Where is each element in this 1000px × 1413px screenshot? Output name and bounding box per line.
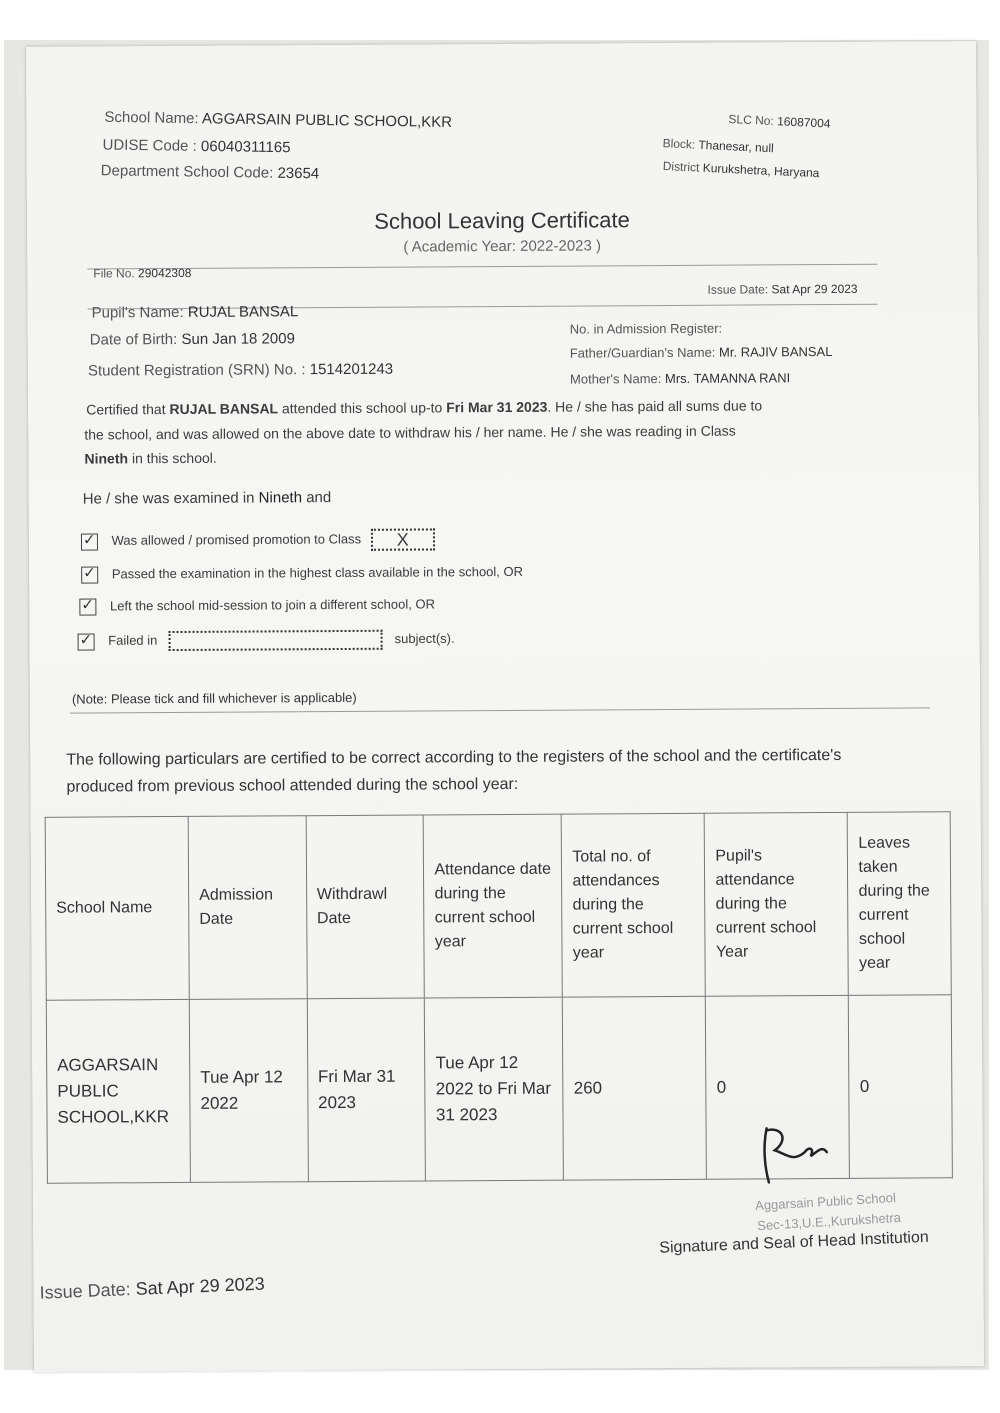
- father-line: [570, 344, 833, 361]
- head-signature: [749, 1122, 839, 1193]
- school-name-value: AGGARSAIN PUBLIC SCHOOL,KKR: [201, 110, 453, 131]
- slc-line: [728, 112, 831, 131]
- table-cell: Tue Apr 12 2022 to Fri Mar 31 2023: [425, 997, 564, 1181]
- table-header-row: [45, 812, 951, 1001]
- certify-name: RUJAL BANSAL: [169, 400, 279, 418]
- udise-label: UDISE Code :: [102, 136, 197, 155]
- table-cell: 0: [849, 995, 953, 1179]
- note-text: (Note: Please tick and fill whichever is applicable): [71, 689, 357, 707]
- table-header: Total no. of attendances during the current school year: [562, 813, 706, 997]
- option-promoted: [81, 528, 435, 552]
- udise-value: 06040311165: [200, 137, 291, 157]
- option-failed: [78, 629, 455, 651]
- table-cell: AGGARSAIN PUBLIC SCHOOL,KKR: [46, 999, 190, 1183]
- file-no-line: [93, 266, 191, 281]
- certify-text-3: . He / she has paid all sums due to: [547, 397, 763, 415]
- pupil-name-label: Pupil's Name:: [91, 303, 184, 322]
- issue-date-label: Issue Date:: [707, 282, 769, 297]
- dob-line: [90, 330, 295, 348]
- mother-line: [570, 370, 790, 386]
- passed-checkbox[interactable]: [81, 567, 98, 584]
- school-name-label: School Name:: [104, 108, 199, 128]
- promoted-checkbox[interactable]: [81, 533, 98, 550]
- table-header: Pupil's attendance during the current school Year: [705, 812, 849, 996]
- file-no-value: 29042308: [137, 265, 192, 281]
- footer-issue-value: Sat Apr 29 2023: [135, 1273, 266, 1299]
- father-label: Father/Guardian's Name:: [569, 344, 716, 361]
- passed-label: Passed the examination in the highest class available in the school, OR: [111, 563, 524, 582]
- table-header: Withdrawl Date: [306, 815, 425, 999]
- certificate-sheet: [26, 41, 984, 1372]
- district-line: [662, 159, 819, 180]
- option-left: [79, 596, 435, 615]
- dob-label: Date of Birth:: [89, 330, 178, 349]
- issue-date-value: Sat Apr 29 2023: [771, 281, 858, 297]
- block-line: [662, 136, 774, 155]
- footer-issue-label: Issue Date:: [39, 1279, 132, 1303]
- block-label: Block:: [662, 136, 696, 152]
- table-cell: 0: [706, 995, 850, 1179]
- seal-line-1: Aggarsain Public School: [754, 1189, 897, 1214]
- table-cell: Tue Apr 12 2022: [189, 999, 308, 1183]
- failed-tail: subject(s).: [394, 630, 455, 647]
- father-value: Mr. RAJIV BANSAL: [718, 343, 833, 360]
- srn-line: [88, 361, 393, 380]
- dob-value: Sun Jan 18 2009: [181, 330, 295, 348]
- srn-value: 1514201243: [309, 360, 394, 379]
- footer-issue-date: [39, 1274, 265, 1304]
- examined-tail: and: [306, 489, 332, 507]
- table-cell: Fri Mar 31 2023: [307, 998, 426, 1182]
- table-header: School Name: [45, 816, 189, 1000]
- udise-line: [102, 136, 290, 156]
- option-passed: [81, 564, 523, 584]
- particulars-text: The following particulars are certified to be correct according to the registers of the school and the certificate's produced from previous school attended during the school year:: [66, 746, 842, 796]
- block-value: Thanesar, null: [698, 137, 775, 156]
- admission-register-line: [570, 321, 723, 337]
- examined-class: Nineth: [258, 489, 303, 507]
- certify-text-2: attended this school up-to: [281, 399, 443, 417]
- slc-label: SLC No:: [728, 111, 775, 129]
- table-header: Attendance date during the current school year: [424, 814, 563, 998]
- certify-line-2: the school, and was allowed on the above date to withdraw his / her name. He / she was reading in Class: [84, 422, 736, 443]
- school-name-line: [104, 109, 452, 131]
- pupil-name-value: RUJAL BANSAL: [187, 303, 299, 321]
- certify-line-3: [84, 450, 216, 467]
- certify-class: Nineth: [84, 450, 129, 467]
- promoted-class-box[interactable]: X: [371, 528, 435, 550]
- certify-date: Fri Mar 31 2023: [446, 398, 548, 416]
- divider-top: [87, 264, 877, 270]
- dept-code-label: Department School Code:: [100, 162, 274, 182]
- left-label: Left the school mid-session to join a different school, OR: [109, 596, 435, 614]
- file-no-label: File No.: [93, 266, 135, 281]
- certify-line-1: [86, 397, 762, 417]
- certificate-subtitle: ( Academic Year: 2022-2023 ): [403, 237, 602, 256]
- slc-value: 16087004: [776, 114, 831, 131]
- divider-note: [70, 707, 930, 713]
- srn-label: Student Registration (SRN) No. :: [87, 361, 306, 380]
- table-header: Leaves taken during the current school year: [848, 812, 952, 996]
- table-header: Admission Date: [188, 816, 307, 1000]
- table-cell: 260: [563, 996, 707, 1180]
- examined-text: He / she was examined in: [82, 489, 255, 508]
- district-label: District: [662, 158, 700, 175]
- dept-code-value: 23654: [277, 164, 320, 183]
- pupil-name-line: [92, 303, 299, 321]
- seal-line-2: Sec-13,U.E.,Kurukshetra: [756, 1209, 902, 1234]
- district-value: Kurukshetra, Haryana: [702, 160, 820, 181]
- failed-checkbox[interactable]: [78, 633, 95, 650]
- issue-date-line: [707, 282, 857, 297]
- mother-value: Mrs. TAMANNA RANI: [664, 370, 791, 387]
- certify-text-4: in this school.: [131, 449, 217, 467]
- dept-code-line: [101, 162, 320, 182]
- failed-label: Failed in: [108, 632, 158, 648]
- left-checkbox[interactable]: [79, 599, 96, 616]
- signature-label: Signature and Seal of Head Institution: [659, 1228, 930, 1257]
- mother-label: Mother's Name:: [569, 371, 662, 387]
- failed-subjects-box[interactable]: [169, 630, 383, 651]
- examined-line: [83, 489, 332, 508]
- admission-register-label: No. in Admission Register:: [569, 320, 723, 337]
- promoted-label: Was allowed / promised promotion to Class: [111, 531, 362, 548]
- certificate-title: School Leaving Certificate: [374, 207, 630, 234]
- certify-text-1: Certified that: [86, 401, 166, 418]
